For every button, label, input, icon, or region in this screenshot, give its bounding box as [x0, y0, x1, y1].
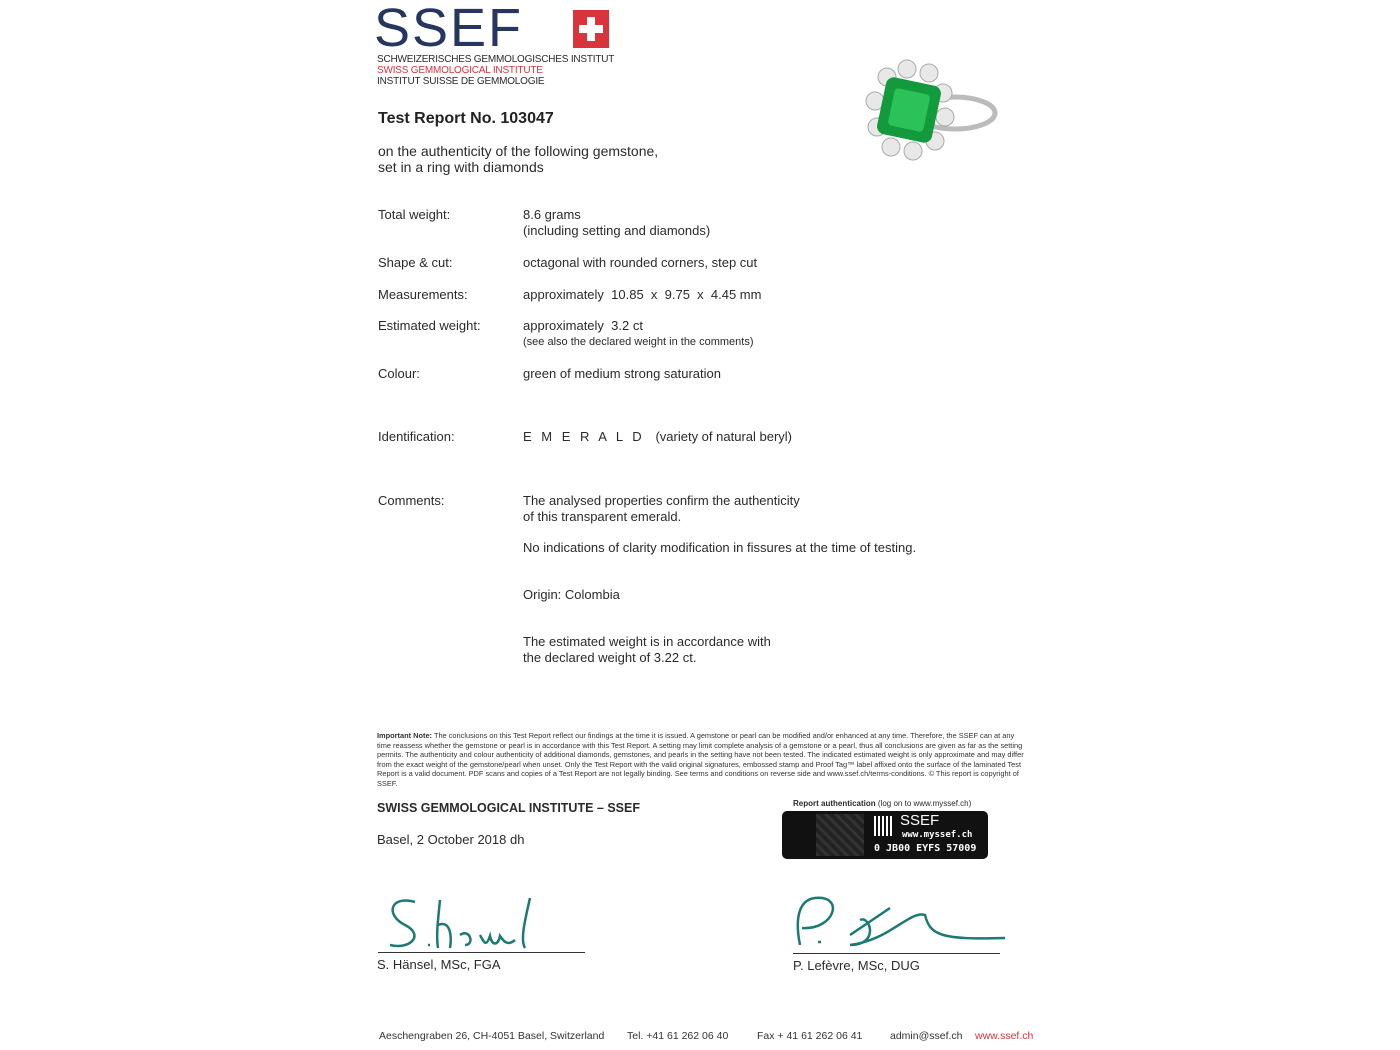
- swiss-cross-icon: [573, 10, 609, 48]
- field-label: Identification:: [378, 429, 455, 444]
- field-value: approximately 10.85 x 9.75 x 4.45 mm: [523, 287, 762, 302]
- institute-name-de: SCHWEIZERISCHES GEMMOLOGISCHES INSTITUT: [377, 54, 615, 65]
- tag-url: www.myssef.ch: [902, 830, 973, 840]
- footer-phone: Tel. +41 61 262 06 40: [627, 1030, 729, 1042]
- important-note: Important Note: The conclusions on this Test Report reflect our findings at the time it is issued. A gemstone or pearl can be modified and/or enhanced at any time. Therefore, the SSEF can at any time reassess whether the gemstone or pearl is in accordance with this Test Report. A setting may limit complete analysis of a gemstone or a pearl, thus all conclusions are given as far as the setting permits. The authenticity and colour authenticity of additional diamonds, gemstones, and pearls in the setting have not been tested. The indicated estimated weight is only approximate and may differ from the exact weight of the gemstone/pearl when unset. Only the Test Report with the valid original signatures, embossed stamp and Proof Tag™ label affixed onto the surface of the laminated Test Report is a valid document. PDF scans and copies of a Test Report are not legally binding. See terms and conditions on reverse side and www.ssef.ch/terms-conditions. © This report is copyright of SSEF.: [377, 731, 1024, 788]
- field-label: Colour:: [378, 366, 420, 381]
- field-label: Estimated weight:: [378, 318, 481, 333]
- field-label: Measurements:: [378, 287, 468, 302]
- report-title: Test Report No. 103047: [378, 110, 554, 127]
- signature-hansel: [380, 890, 550, 955]
- field-label: Total weight:: [378, 207, 451, 222]
- hologram-pattern: [816, 814, 864, 856]
- field-value: E M E R A L D (variety of natural beryl): [523, 429, 793, 444]
- signature-lefevre: [790, 890, 1030, 955]
- field-label: Comments:: [378, 493, 445, 508]
- footer-email[interactable]: admin@ssef.ch: [890, 1030, 963, 1042]
- field-value: 8.6 grams (including setting and diamonds): [523, 207, 711, 238]
- signature-line: [793, 953, 1000, 954]
- institute-signature-heading: SWISS GEMMOLOGICAL INSTITUTE – SSEF: [377, 801, 640, 815]
- field-label: Shape & cut:: [378, 255, 453, 270]
- signatory-name: P. Lefèvre, MSc, DUG: [793, 958, 920, 973]
- field-value: octagonal with rounded corners, step cut: [523, 255, 758, 270]
- proof-tag: [782, 811, 988, 859]
- institute-name-en: SWISS GEMMOLOGICAL INSTITUTE: [377, 65, 543, 76]
- qr-code-icon: [874, 816, 894, 836]
- ssef-logo: SSEF: [374, 0, 524, 58]
- footer-address: Aeschengraben 26, CH-4051 Basel, Switzerland: [379, 1030, 605, 1042]
- footer-fax: Fax + 41 61 262 06 41: [757, 1030, 863, 1042]
- tag-code: 0 JB00 EYFS 57009: [874, 843, 977, 854]
- footer-website[interactable]: www.ssef.ch: [975, 1030, 1034, 1042]
- comments: The analysed properties confirm the authenticity of this transparent emerald. No indications of clarity modification in fissures at the time of testing. Origin: Colombia The estimated weight is in accordance with the declared weight of 3.22 ct.: [523, 493, 917, 665]
- report-date: Basel, 2 October 2018 dh: [377, 832, 525, 847]
- auth-label: Report authentication (log on to www.myssef.ch): [793, 799, 972, 808]
- tag-logo: SSEF: [900, 812, 940, 829]
- signatory-name: S. Hänsel, MSc, FGA: [377, 957, 501, 972]
- ring-photo: [845, 55, 1025, 185]
- field-value: approximately 3.2 ct (see also the declared weight in the comments): [523, 318, 754, 348]
- institute-name-fr: INSTITUT SUISSE DE GEMMOLOGIE: [377, 76, 545, 87]
- signature-line: [378, 952, 585, 953]
- field-value: green of medium strong saturation: [523, 366, 721, 381]
- report-intro: on the authenticity of the following gemstone, set in a ring with diamonds: [378, 143, 659, 175]
